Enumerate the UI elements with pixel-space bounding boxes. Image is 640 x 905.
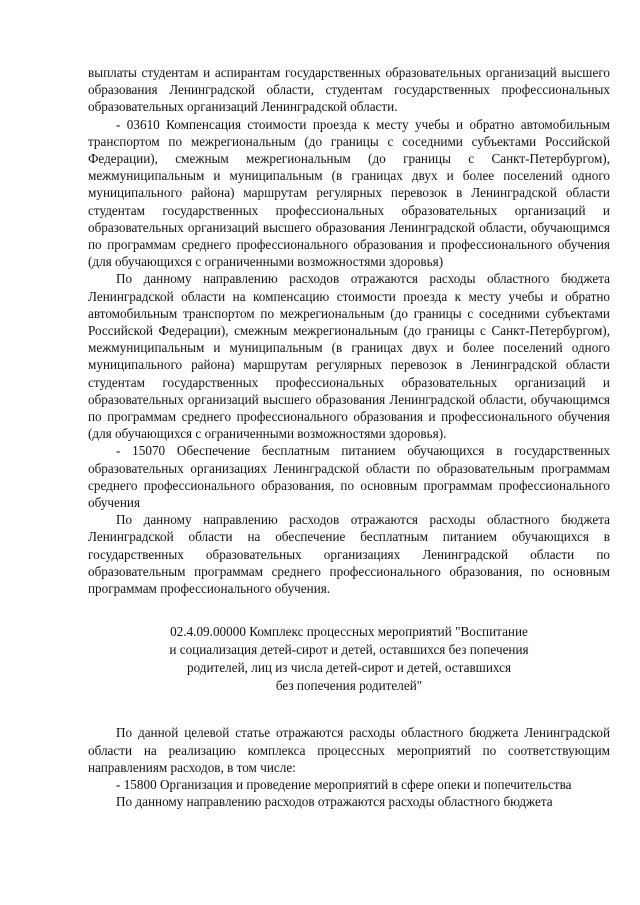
heading-line: и социализация детей-сирот и детей, оставшихся без попечения	[169, 642, 529, 658]
document-page	[88, 64, 610, 811]
heading-line: родителей, лиц из числа детей-сирот и детей, оставшихся	[186, 659, 512, 675]
paragraph-continuation: выплаты студентам и аспирантам государственных образовательных организаций высшего образования Ленинградской области, студентам государственных профессиональных образовательных организаций Ленинградской области.	[88, 65, 610, 115]
heading-line: без попечения родителей"	[275, 677, 423, 693]
paragraph-item-15070: - 15070 Обеспечение бесплатным питанием обучающихся в государственных образовательных организациях Ленинградской области по образовательным программам среднего профессионального образования, по основным программам профессионального обучения	[88, 443, 610, 511]
paragraph-description-15800: По данному направлению расходов отражаются расходы областного бюджета	[116, 794, 553, 810]
section-heading	[88, 623, 610, 694]
paragraph-description-03610: По данному направлению расходов отражаются расходы областного бюджета Ленинградской области на компенсацию стоимости проезда к месту учебы и обратно автомобильным транспортом по межрегиональным (до границы с соседними субъектами Российской Федерации), смежным межрегиональным (до границы с Санкт-Петербургом), межмуниципальным и муниципальным (в границах двух и более поселений одного муниципального района) маршрутам регулярных перевозок в Ленинградской области студентам государственных профессиональных образовательных организаций и образовательных организаций высшего образования Ленинградской области, обучающимся по программам среднего профессионального образования и профессионального обучения (для обучающихся с ограниченными возможностями здоровья).	[88, 271, 610, 442]
paragraph-description-15070: По данному направлению расходов отражаются расходы областного бюджета Ленинградской области на обеспечение бесплатным питанием обучающихся в государственных образовательных организациях Ленинградской области по образовательным программам среднего профессионального образования, по основным программам профессионального обучения.	[88, 512, 610, 597]
paragraph-target-article: По данной целевой статье отражаются расходы областного бюджета Ленинградской области на реализацию комплекса процессных мероприятий по соответствующим направлениям расходов, в том числе:	[88, 725, 610, 775]
heading-line: 02.4.09.00000 Комплекс процессных мероприятий "Воспитание	[170, 624, 528, 640]
paragraph-item-15800: - 15800 Организация и проведение мероприятий в сфере опеки и попечительства	[116, 777, 572, 793]
paragraph-item-03610: - 03610 Компенсация стоимости проезда к месту учебы и обратно автомобильным транспортом по межрегиональным (до границы с соседними субъектами Российской Федерации), смежным межрегиональным (до границы с Санкт-Петербургом), межмуниципальным и муниципальным (в границах двух и более поселений одного муниципального района) маршрутам регулярных перевозок в Ленинградской области студентам государственных профессиональных образовательных организаций и образовательных организаций высшего образования Ленинградской области, обучающимся по программам среднего профессионального образования и профессионального обучения (для обучающихся с ограниченными возможностями здоровья)	[88, 116, 610, 270]
